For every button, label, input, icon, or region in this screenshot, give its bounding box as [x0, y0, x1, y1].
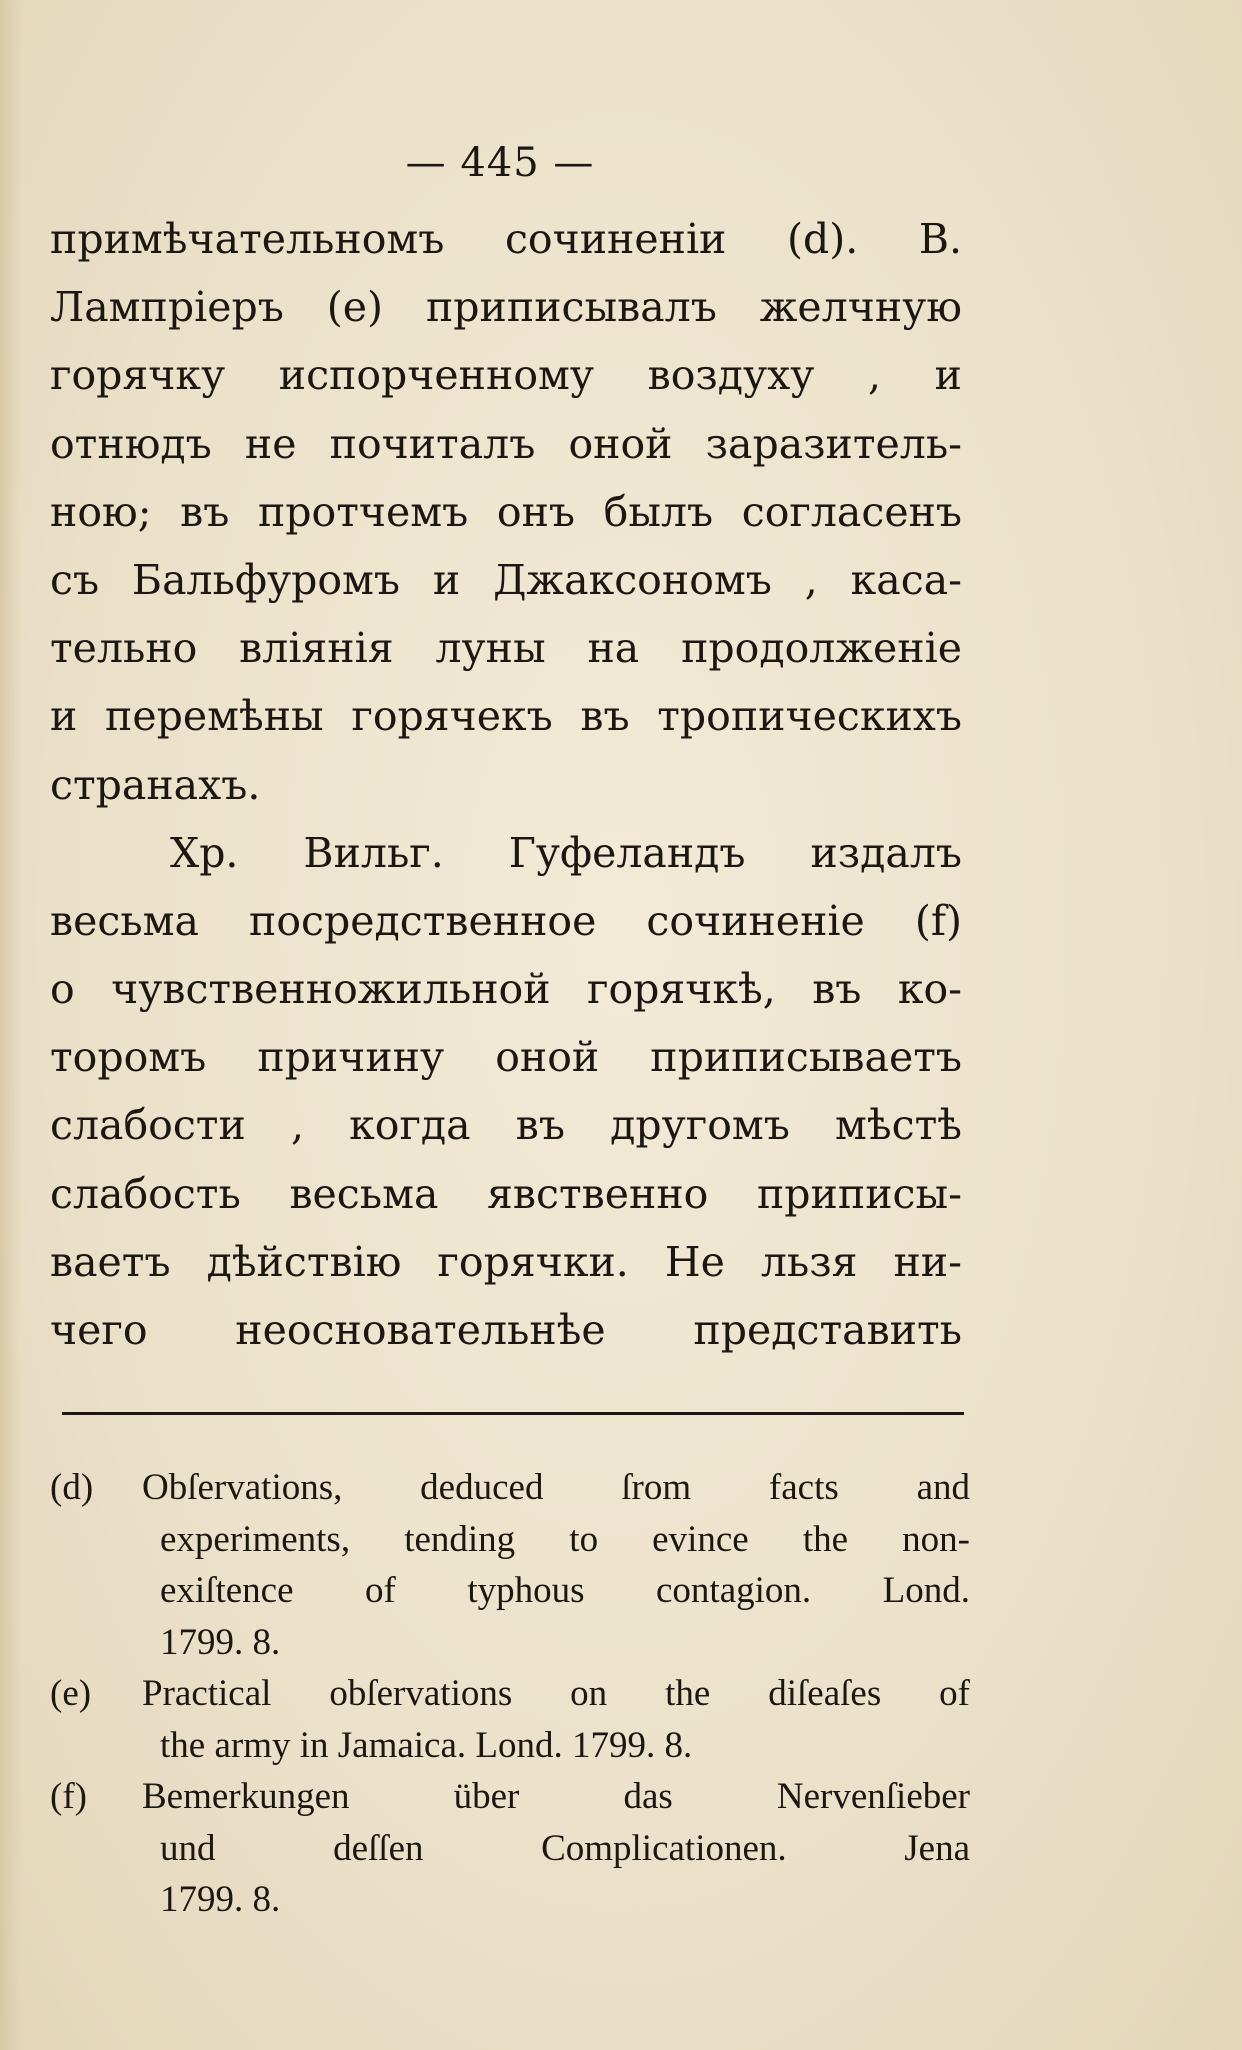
footnote-e-text-1: Practical obſervations on the diſeaſes of [142, 1673, 970, 1714]
footnote-e [50, 1668, 970, 1771]
body-line-10: Хр. Вильг. Гуфеландъ издалъ [170, 828, 962, 877]
footnote-d-line-2: experiments, tending to evince the non- [160, 1518, 970, 1560]
footnote-f-line-3: 1799. 8. [160, 1879, 281, 1920]
body-line-7: тельно вліянія луны на продолженіе [50, 624, 962, 673]
footnote-d [50, 1462, 970, 1668]
body-line-14: слабости , когда въ другомъ мѣстѣ [50, 1101, 962, 1150]
body-line-1: примѣчательномъ сочиненіи (d). В. [50, 215, 962, 263]
body-line-8: и перемѣны горячекъ въ тропическихъ [50, 692, 962, 741]
footnote-e-line-1 [50, 1668, 970, 1720]
footnote-f-mark: (f) [50, 1776, 87, 1817]
footnote-f-text-1: Bemerkungen über das Nervenſieber [142, 1776, 970, 1817]
body-line-9: странахъ. [50, 760, 261, 809]
footnotes [50, 1462, 970, 1926]
body-line-11: весьма посредственное сочиненіе (f) [50, 896, 962, 945]
footnote-d-line-3: exiſtence of typhous contagion. Lond. [160, 1570, 970, 1611]
page-edge-shadow [0, 0, 22, 2050]
footnote-d-mark: (d) [50, 1467, 94, 1508]
body-line-16: ваетъ дѣйствію горячки. Не льзя ни- [50, 1237, 962, 1286]
footnote-separator-rule [62, 1412, 964, 1415]
footnote-f-line-1 [50, 1771, 970, 1823]
body-line-3: горячку испорченному воздуху , и [50, 351, 962, 400]
body-line-17: чего неосновательнѣе представить [50, 1306, 962, 1354]
body-line-5: ною; въ протчемъ онъ былъ согласенъ [50, 487, 962, 536]
footnote-e-mark: (e) [50, 1673, 92, 1714]
body-line-15: слабость весьма явственно приписы- [50, 1169, 962, 1218]
body-line-13: торомъ причину оной приписываетъ [50, 1033, 962, 1082]
body-line-4: отнюдъ не почиталъ оной заразитель- [50, 419, 962, 468]
footnote-d-line-1 [50, 1462, 970, 1514]
body-line-2: Лампріеръ (е) приписывалъ желчную [50, 283, 962, 332]
body-line-6: съ Бальфуромъ и Джаксономъ , каса- [50, 555, 962, 604]
page-number: — 445 — [405, 140, 595, 186]
footnote-f [50, 1771, 970, 1926]
body-text [50, 205, 962, 1364]
footnote-d-line-4: 1799. 8. [160, 1621, 281, 1663]
footnote-e-line-2: the army in Jamaica. Lond. 1799. 8. [160, 1724, 693, 1766]
footnote-d-text-1: Obſervations, deduced ſrom facts and [142, 1467, 970, 1508]
footnote-f-line-2: und deſſen Complicationen. Jena [160, 1827, 970, 1869]
body-line-12: о чувственножильной горячкѣ, въ ко- [50, 965, 962, 1014]
